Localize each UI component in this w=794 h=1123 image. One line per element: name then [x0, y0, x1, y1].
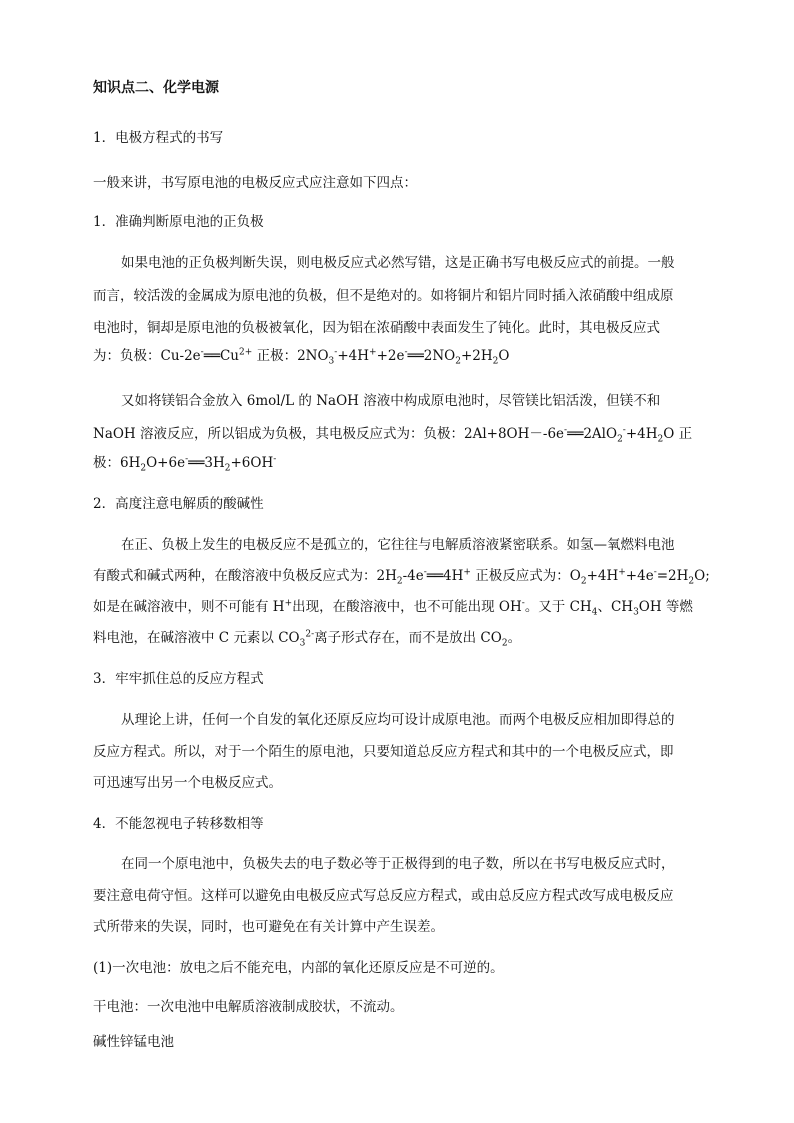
point-1-line-3: 电池时，铜却是原电池的负极被氧化，因为铝在浓硝酸中表面发生了钝化。此时，其电极反应式 [93, 320, 660, 336]
page-heading: 知识点二、化学电源 [93, 80, 219, 96]
point-2-line-4: 料电池，在碱溶液中 C 元素以 $CO_3^{2-}$离子形式存在，而不是放出 $CO_2$。 [93, 629, 522, 649]
point-2-heading: 2．高度注意电解质的酸碱性 [93, 496, 264, 512]
point-1-heading: 1．准确判断原电池的正负极 [93, 214, 264, 230]
point-1-example-line-1: 又如将镁铝合金放入 6mol/L 的 NaOH 溶液中构成原电池时，尽管镁比铝活泼，但镁不和 [121, 393, 661, 409]
point-3-line-3: 可迅速写出另一个电极反应式。 [93, 775, 282, 791]
point-1-line-2: 而言，较活泼的金属成为原电池的负极，但不是绝对的。如将铜片和铝片同时插入浓硝酸中组成原 [93, 288, 674, 304]
point-4-heading: 4．不能忽视电子转移数相等 [93, 816, 264, 832]
point-2-line-2: 有酸式和碱式两种，在酸溶液中负极反应式为：$2H_2-4e^-══4H^+$ 正极反应式为：$O_2+4H^++4e^-=2H_2O$; [93, 567, 710, 587]
point-1-line-1: 如果电池的正负极判断失误，则电极反应式必然写错，这是正确书写电极反应式的前提。一般 [121, 255, 675, 271]
dry-cell-paragraph: 干电池：一次电池中电解质溶液制成胶状，不流动。 [93, 999, 404, 1015]
alkaline-battery-heading: 碱性锌锰电池 [93, 1034, 174, 1050]
intro-text: 一般来讲，书写原电池的电极反应式应注意如下四点： [93, 175, 417, 191]
section-title: 1．电极方程式的书写 [93, 130, 224, 146]
point-1-example-line-2: NaOH 溶液反应，所以铝成为负极，其电极反应式为：负极：$2Al+8OH--6e^-══2AlO_2^-+4H_2O$ 正 [93, 425, 693, 445]
point-2-line-3: 如是在碱溶液中，则不可能有 H+出现，在酸溶液中，也不可能出现 OH-。又于 $CH_4$、$CH_3OH$ 等燃 [93, 598, 693, 618]
point-3-heading: 3．牢牢抓住总的反应方程式 [93, 671, 264, 687]
point-3-line-1: 从理论上讲，任何一个自发的氧化还原反应均可设计成原电池。而两个电极反应相加即得总的 [121, 712, 675, 728]
point-1-example-line-3: 极：$6H_2O+6e^-══3H_2+6OH^-$ [93, 454, 277, 474]
point-3-line-2: 反应方程式。所以，对于一个陌生的原电池，只要知道总反应方程式和其中的一个电极反应式，即 [93, 744, 674, 760]
point-4-line-2: 要注意电荷守恒。这样可以避免由电极反应式写总反应方程式，或由总反应方程式改写成电极反应 [93, 888, 674, 904]
point-4-line-1: 在同一个原电池中，负极失去的电子数必等于正极得到的电子数，所以在书写电极反应式时， [121, 856, 675, 872]
point-4-line-3: 式所带来的失误，同时，也可避免在有关计算中产生误差。 [93, 919, 444, 935]
point-1-equation: 为：负极：$Cu-2e^-══Cu^{2+}$ 正极：$2NO_3^-+4H^++2e^-══2NO_2+2H_2O$ [93, 347, 510, 367]
point-2-line-1: 在正、负极上发生的电极反应不是孤立的，它往往与电解质溶液紧密联系。如氢—氧燃料电池 [121, 537, 675, 553]
primary-battery-paragraph: (1)一次电池：放电之后不能充电，内部的氧化还原反应是不可逆的。 [93, 960, 504, 976]
